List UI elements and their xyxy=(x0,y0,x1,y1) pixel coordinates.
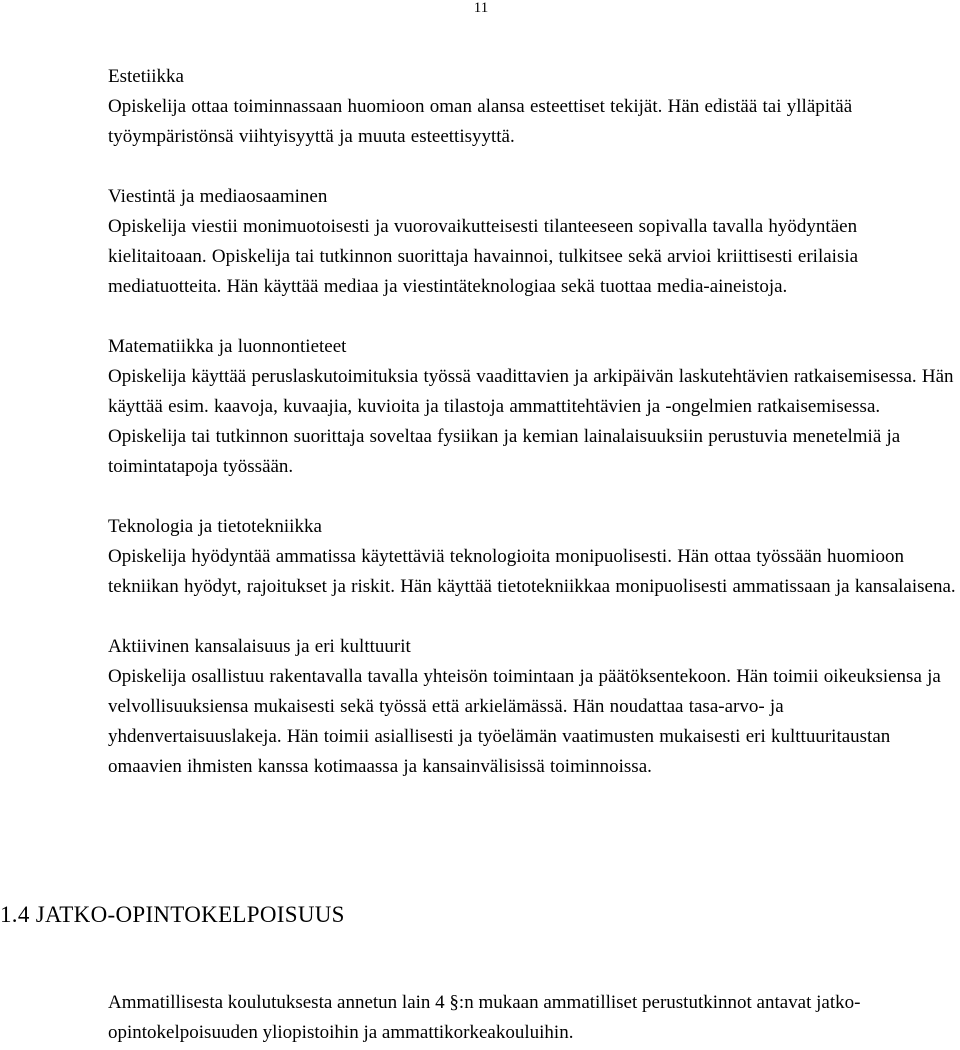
closing-paragraph: Ammatillisesta koulutuksesta annetun lain 4 §:n mukaan ammatilliset perustutkinnot antavat jatko-opintokelpoisuuden yliopistoihin ja ammattikorkeakouluihin. xyxy=(108,992,861,1043)
section-estetiikka xyxy=(108,62,956,152)
section-title: Teknologia ja tietotekniikka xyxy=(108,516,322,537)
section-text: Opiskelija osallistuu rakentavalla tavalla yhteisön toimintaan ja päätöksentekoon. Hän toimii oikeuksiensa ja velvollisuuksiensa mukaisesti sekä työssä että arkielämässä. Hän noudattaa tasa-arvo- ja yhdenvertaisuuslakeja. Hän toimii asiallisesti ja työelämän vaatimusten mukaisesti eri kulttuuritaustan omaavien ihmisten kanssa kotimaassa ja kansainvälisissä toiminnoissa. xyxy=(108,666,941,777)
section-text: Opiskelija hyödyntää ammatissa käytettäviä teknologioita monipuolisesti. Hän ottaa työssään huomioon tekniikan hyödyt, rajoitukset ja riskit. Hän käyttää tietotekniikkaa monipuolisesti ammatissaan ja kansalaisena. xyxy=(108,546,956,597)
section-title: Estetiikka xyxy=(108,66,184,87)
section-title: Aktiivinen kansalaisuus ja eri kulttuurit xyxy=(108,636,411,657)
section-text: Opiskelija viestii monimuotoisesti ja vuorovaikutteisesti tilanteeseen sopivalla tavalla hyödyntäen kielitaitoaan. Opiskelija tai tutkinnon suorittaja havainnoi, tulkitsee sekä arvioi kriittisesti erilaisia mediatuotteita. Hän käyttää mediaa ja viestintäteknologiaa sekä tuottaa media-aineistoja. xyxy=(108,216,859,297)
page-number: 11 xyxy=(473,0,489,16)
section-title: Matematiikka ja luonnontieteet xyxy=(108,336,347,357)
section-text: Opiskelija ottaa toiminnassaan huomioon oman alansa esteettiset tekijät. Hän edistää tai ylläpitää työympäristönsä viihtyisyyttä ja muuta esteettisyyttä. xyxy=(108,96,853,147)
section-matematiikka xyxy=(108,332,956,482)
section-title: Viestintä ja mediaosaaminen xyxy=(108,186,328,207)
chapter-heading: 1.4 JATKO-OPINTOKELPOISUUS xyxy=(0,902,345,927)
document-body xyxy=(108,62,956,812)
section-kansalaisuus xyxy=(108,632,956,782)
section-teknologia xyxy=(108,512,956,602)
section-viestinta xyxy=(108,182,956,302)
section-text: Opiskelija käyttää peruslaskutoimituksia työssä vaadittavien ja arkipäivän laskutehtävien ratkaisemisessa. Hän käyttää esim. kaavoja, kuvaajia, kuvioita ja tilastoja ammattitehtävien ja -ongelmien ratkaisemisessa. Opiskelija tai tutkinnon suorittaja soveltaa fysiikan ja kemian lainalaisuuksiin perustuvia menetelmiä ja toimintatapoja työssään. xyxy=(108,366,954,477)
